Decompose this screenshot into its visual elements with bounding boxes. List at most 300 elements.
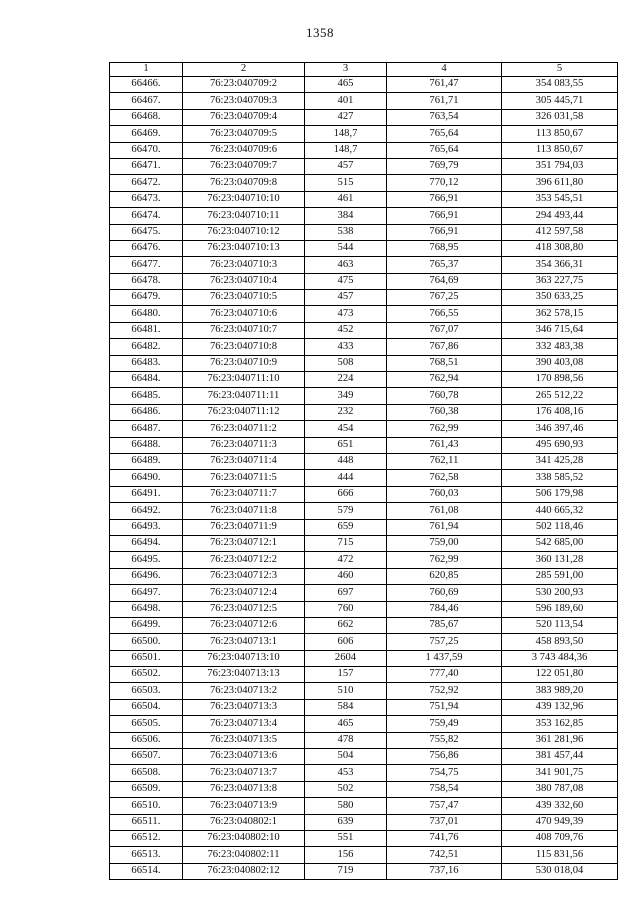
cadastral-value-cell: 440 665,32: [502, 503, 618, 519]
cadastral-value-cell: 351 794,03: [502, 158, 618, 174]
specific-value-cell: 766,91: [387, 191, 502, 207]
cadastral-value-cell: 122 051,80: [502, 667, 618, 683]
table-row: [110, 568, 618, 584]
specific-value-cell: 768,51: [387, 355, 502, 371]
area-cell: 465: [305, 716, 387, 732]
table-row: [110, 732, 618, 748]
area-cell: 475: [305, 273, 387, 289]
area-cell: 504: [305, 749, 387, 765]
cadastral-value-cell: 361 281,96: [502, 732, 618, 748]
row-number-cell: 66488.: [110, 437, 183, 453]
table-row: [110, 781, 618, 797]
row-number-cell: 66502.: [110, 667, 183, 683]
table-row: [110, 93, 618, 109]
cadastral-number-cell: 76:23:040709:7: [183, 158, 305, 174]
cadastral-value-cell: 353 545,51: [502, 191, 618, 207]
table-row: [110, 814, 618, 830]
cadastral-number-cell: 76:23:040710:7: [183, 322, 305, 338]
table-row: [110, 191, 618, 207]
table-row: [110, 290, 618, 306]
cadastral-number-cell: 76:23:040709:6: [183, 142, 305, 158]
cadastral-value-cell: 520 113,54: [502, 617, 618, 633]
cadastral-value-cell: 506 179,98: [502, 486, 618, 502]
cadastral-number-cell: 76:23:040711:9: [183, 519, 305, 535]
row-number-cell: 66480.: [110, 306, 183, 322]
specific-value-cell: 765,37: [387, 257, 502, 273]
area-cell: 2604: [305, 650, 387, 666]
table-row: [110, 650, 618, 666]
row-number-cell: 66496.: [110, 568, 183, 584]
row-number-cell: 66508.: [110, 765, 183, 781]
row-number-cell: 66504.: [110, 699, 183, 715]
cadastral-value-cell: 170 898,56: [502, 372, 618, 388]
table-row: [110, 257, 618, 273]
cadastral-number-cell: 76:23:040710:8: [183, 339, 305, 355]
row-number-cell: 66469.: [110, 126, 183, 142]
specific-value-cell: 762,94: [387, 372, 502, 388]
table-row: [110, 421, 618, 437]
cadastral-number-cell: 76:23:040710:10: [183, 191, 305, 207]
header-col-2: 2: [183, 63, 305, 77]
cadastral-number-cell: 76:23:040713:10: [183, 650, 305, 666]
row-number-cell: 66475.: [110, 224, 183, 240]
cadastral-value-cell: 396 611,80: [502, 175, 618, 191]
row-number-cell: 66493.: [110, 519, 183, 535]
row-number-cell: 66481.: [110, 322, 183, 338]
specific-value-cell: 762,11: [387, 453, 502, 469]
specific-value-cell: 765,64: [387, 142, 502, 158]
cadastral-number-cell: 76:23:040710:3: [183, 257, 305, 273]
table-row: [110, 798, 618, 814]
cadastral-value-cell: 408 709,76: [502, 830, 618, 846]
specific-value-cell: 763,54: [387, 109, 502, 125]
area-cell: 508: [305, 355, 387, 371]
cadastral-number-cell: 76:23:040713:4: [183, 716, 305, 732]
row-number-cell: 66511.: [110, 814, 183, 830]
area-cell: 760: [305, 601, 387, 617]
row-number-cell: 66497.: [110, 585, 183, 601]
cadastral-value-cell: 113 850,67: [502, 126, 618, 142]
cadastral-value-cell: 326 031,58: [502, 109, 618, 125]
header-col-5: 5: [502, 63, 618, 77]
cadastral-number-cell: 76:23:040713:5: [183, 732, 305, 748]
cadastral-number-cell: 76:23:040712:5: [183, 601, 305, 617]
specific-value-cell: 767,86: [387, 339, 502, 355]
specific-value-cell: 765,64: [387, 126, 502, 142]
table-row: [110, 322, 618, 338]
table-row: [110, 830, 618, 846]
cadastral-value-cell: 341 425,28: [502, 453, 618, 469]
area-cell: 538: [305, 224, 387, 240]
specific-value-cell: 742,51: [387, 847, 502, 863]
row-number-cell: 66500.: [110, 634, 183, 650]
specific-value-cell: 761,43: [387, 437, 502, 453]
cadastral-number-cell: 76:23:040802:1: [183, 814, 305, 830]
row-number-cell: 66484.: [110, 372, 183, 388]
table-row: [110, 634, 618, 650]
row-number-cell: 66514.: [110, 863, 183, 879]
cadastral-number-cell: 76:23:040713:2: [183, 683, 305, 699]
area-cell: 427: [305, 109, 387, 125]
cadastral-number-cell: 76:23:040711:8: [183, 503, 305, 519]
area-cell: 148,7: [305, 142, 387, 158]
specific-value-cell: 737,16: [387, 863, 502, 879]
cadastral-number-cell: 76:23:040712:2: [183, 552, 305, 568]
area-cell: 384: [305, 208, 387, 224]
header-row: [110, 63, 618, 77]
area-cell: 433: [305, 339, 387, 355]
area-cell: 452: [305, 322, 387, 338]
row-number-cell: 66466.: [110, 77, 183, 93]
row-number-cell: 66470.: [110, 142, 183, 158]
cadastral-value-cell: 380 787,08: [502, 781, 618, 797]
cadastral-value-cell: 341 901,75: [502, 765, 618, 781]
cadastral-number-cell: 76:23:040710:11: [183, 208, 305, 224]
area-cell: 460: [305, 568, 387, 584]
table-row: [110, 224, 618, 240]
table-row: [110, 863, 618, 879]
row-number-cell: 66487.: [110, 421, 183, 437]
cadastral-number-cell: 76:23:040713:1: [183, 634, 305, 650]
area-cell: 454: [305, 421, 387, 437]
table-row: [110, 716, 618, 732]
area-cell: 544: [305, 240, 387, 256]
cadastral-value-cell: 354 083,55: [502, 77, 618, 93]
table-row: [110, 240, 618, 256]
cadastral-value-cell: 346 397,46: [502, 421, 618, 437]
specific-value-cell: 761,08: [387, 503, 502, 519]
row-number-cell: 66503.: [110, 683, 183, 699]
cadastral-value-table: [109, 62, 618, 880]
specific-value-cell: 767,07: [387, 322, 502, 338]
row-number-cell: 66492.: [110, 503, 183, 519]
table-row: [110, 77, 618, 93]
cadastral-number-cell: 76:23:040709:4: [183, 109, 305, 125]
area-cell: 157: [305, 667, 387, 683]
area-cell: 719: [305, 863, 387, 879]
row-number-cell: 66478.: [110, 273, 183, 289]
cadastral-value-cell: 338 585,52: [502, 470, 618, 486]
area-cell: 639: [305, 814, 387, 830]
row-number-cell: 66506.: [110, 732, 183, 748]
table-row: [110, 355, 618, 371]
cadastral-value-cell: 285 591,00: [502, 568, 618, 584]
area-cell: 715: [305, 535, 387, 551]
row-number-cell: 66501.: [110, 650, 183, 666]
row-number-cell: 66476.: [110, 240, 183, 256]
cadastral-value-cell: 350 633,25: [502, 290, 618, 306]
page-number: 1358: [306, 25, 334, 40]
specific-value-cell: 757,47: [387, 798, 502, 814]
row-number-cell: 66491.: [110, 486, 183, 502]
cadastral-value-cell: 115 831,56: [502, 847, 618, 863]
cadastral-value-cell: 265 512,22: [502, 388, 618, 404]
specific-value-cell: 737,01: [387, 814, 502, 830]
cadastral-number-cell: 76:23:040802:12: [183, 863, 305, 879]
area-cell: 662: [305, 617, 387, 633]
area-cell: 580: [305, 798, 387, 814]
area-cell: 478: [305, 732, 387, 748]
row-number-cell: 66498.: [110, 601, 183, 617]
specific-value-cell: 777,40: [387, 667, 502, 683]
cadastral-number-cell: 76:23:040710:6: [183, 306, 305, 322]
cadastral-number-cell: 76:23:040712:4: [183, 585, 305, 601]
cadastral-number-cell: 76:23:040709:8: [183, 175, 305, 191]
table-row: [110, 535, 618, 551]
area-cell: 510: [305, 683, 387, 699]
table-row: [110, 699, 618, 715]
cadastral-value-cell: 362 578,15: [502, 306, 618, 322]
table-row: [110, 158, 618, 174]
cadastral-number-cell: 76:23:040710:5: [183, 290, 305, 306]
area-cell: 156: [305, 847, 387, 863]
specific-value-cell: 756,86: [387, 749, 502, 765]
row-number-cell: 66510.: [110, 798, 183, 814]
cadastral-number-cell: 76:23:040711:12: [183, 404, 305, 420]
row-number-cell: 66505.: [110, 716, 183, 732]
area-cell: 659: [305, 519, 387, 535]
row-number-cell: 66513.: [110, 847, 183, 863]
specific-value-cell: 754,75: [387, 765, 502, 781]
cadastral-number-cell: 76:23:040711:11: [183, 388, 305, 404]
cadastral-number-cell: 76:23:040709:2: [183, 77, 305, 93]
table-row: [110, 503, 618, 519]
area-cell: 579: [305, 503, 387, 519]
row-number-cell: 66485.: [110, 388, 183, 404]
cadastral-number-cell: 76:23:040713:13: [183, 667, 305, 683]
table-row: [110, 683, 618, 699]
row-number-cell: 66490.: [110, 470, 183, 486]
table-row: [110, 273, 618, 289]
specific-value-cell: 759,00: [387, 535, 502, 551]
table-body: [110, 77, 618, 880]
specific-value-cell: 762,99: [387, 552, 502, 568]
cadastral-value-cell: 383 989,20: [502, 683, 618, 699]
row-number-cell: 66473.: [110, 191, 183, 207]
specific-value-cell: 1 437,59: [387, 650, 502, 666]
cadastral-value-cell: 502 118,46: [502, 519, 618, 535]
specific-value-cell: 762,58: [387, 470, 502, 486]
area-cell: 472: [305, 552, 387, 568]
cadastral-number-cell: 76:23:040709:5: [183, 126, 305, 142]
cadastral-number-cell: 76:23:040712:3: [183, 568, 305, 584]
area-cell: 448: [305, 453, 387, 469]
cadastral-number-cell: 76:23:040802:11: [183, 847, 305, 863]
cadastral-value-cell: 3 743 484,36: [502, 650, 618, 666]
area-cell: 473: [305, 306, 387, 322]
specific-value-cell: 766,55: [387, 306, 502, 322]
table-row: [110, 749, 618, 765]
row-number-cell: 66477.: [110, 257, 183, 273]
cadastral-number-cell: 76:23:040710:9: [183, 355, 305, 371]
table-row: [110, 339, 618, 355]
area-cell: 232: [305, 404, 387, 420]
cadastral-value-cell: 305 445,71: [502, 93, 618, 109]
table-row: [110, 453, 618, 469]
table-row: [110, 437, 618, 453]
specific-value-cell: 758,54: [387, 781, 502, 797]
row-number-cell: 66479.: [110, 290, 183, 306]
table-row: [110, 552, 618, 568]
cadastral-value-cell: 381 457,44: [502, 749, 618, 765]
cadastral-value-cell: 439 332,60: [502, 798, 618, 814]
cadastral-value-cell: 354 366,31: [502, 257, 618, 273]
specific-value-cell: 785,67: [387, 617, 502, 633]
table-row: [110, 617, 618, 633]
cadastral-number-cell: 76:23:040713:3: [183, 699, 305, 715]
area-cell: 461: [305, 191, 387, 207]
cadastral-value-cell: 176 408,16: [502, 404, 618, 420]
specific-value-cell: 766,91: [387, 208, 502, 224]
area-cell: 463: [305, 257, 387, 273]
cadastral-number-cell: 76:23:040711:4: [183, 453, 305, 469]
cadastral-value-cell: 470 949,39: [502, 814, 618, 830]
specific-value-cell: 762,99: [387, 421, 502, 437]
table-row: [110, 404, 618, 420]
specific-value-cell: 752,92: [387, 683, 502, 699]
table-row: [110, 470, 618, 486]
table-row: [110, 847, 618, 863]
row-number-cell: 66471.: [110, 158, 183, 174]
cadastral-value-cell: 353 162,85: [502, 716, 618, 732]
area-cell: 465: [305, 77, 387, 93]
specific-value-cell: 768,95: [387, 240, 502, 256]
cadastral-value-cell: 439 132,96: [502, 699, 618, 715]
row-number-cell: 66512.: [110, 830, 183, 846]
specific-value-cell: 761,94: [387, 519, 502, 535]
specific-value-cell: 755,82: [387, 732, 502, 748]
specific-value-cell: 784,46: [387, 601, 502, 617]
cadastral-value-cell: 346 715,64: [502, 322, 618, 338]
cadastral-value-cell: 360 131,28: [502, 552, 618, 568]
cadastral-number-cell: 76:23:040710:12: [183, 224, 305, 240]
specific-value-cell: 761,47: [387, 77, 502, 93]
area-cell: 666: [305, 486, 387, 502]
table-row: [110, 765, 618, 781]
cadastral-number-cell: 76:23:040713:7: [183, 765, 305, 781]
table-row: [110, 372, 618, 388]
row-number-cell: 66474.: [110, 208, 183, 224]
header-col-4: 4: [387, 63, 502, 77]
row-number-cell: 66494.: [110, 535, 183, 551]
table-row: [110, 601, 618, 617]
area-cell: 453: [305, 765, 387, 781]
cadastral-value-cell: 596 189,60: [502, 601, 618, 617]
row-number-cell: 66467.: [110, 93, 183, 109]
area-cell: 515: [305, 175, 387, 191]
specific-value-cell: 751,94: [387, 699, 502, 715]
area-cell: 606: [305, 634, 387, 650]
cadastral-number-cell: 76:23:040710:4: [183, 273, 305, 289]
cadastral-value-cell: 418 308,80: [502, 240, 618, 256]
specific-value-cell: 620,85: [387, 568, 502, 584]
cadastral-number-cell: 76:23:040713:6: [183, 749, 305, 765]
cadastral-value-cell: 363 227,75: [502, 273, 618, 289]
table-row: [110, 208, 618, 224]
header-col-3: 3: [305, 63, 387, 77]
row-number-cell: 66489.: [110, 453, 183, 469]
specific-value-cell: 759,49: [387, 716, 502, 732]
table-header: [110, 63, 618, 77]
table-row: [110, 388, 618, 404]
area-cell: 444: [305, 470, 387, 486]
area-cell: 697: [305, 585, 387, 601]
table-row: [110, 142, 618, 158]
specific-value-cell: 757,25: [387, 634, 502, 650]
cadastral-value-cell: 113 850,67: [502, 142, 618, 158]
table-row: [110, 667, 618, 683]
area-cell: 457: [305, 158, 387, 174]
cadastral-number-cell: 76:23:040711:7: [183, 486, 305, 502]
cadastral-number-cell: 76:23:040713:9: [183, 798, 305, 814]
specific-value-cell: 766,91: [387, 224, 502, 240]
cadastral-value-cell: 332 483,38: [502, 339, 618, 355]
cadastral-value-cell: 495 690,93: [502, 437, 618, 453]
specific-value-cell: 769,79: [387, 158, 502, 174]
cadastral-value-cell: 294 493,44: [502, 208, 618, 224]
cadastral-number-cell: 76:23:040711:2: [183, 421, 305, 437]
cadastral-value-cell: 390 403,08: [502, 355, 618, 371]
specific-value-cell: 761,71: [387, 93, 502, 109]
area-cell: 457: [305, 290, 387, 306]
table-row: [110, 175, 618, 191]
row-number-cell: 66509.: [110, 781, 183, 797]
area-cell: 349: [305, 388, 387, 404]
cadastral-number-cell: 76:23:040710:13: [183, 240, 305, 256]
table-row: [110, 306, 618, 322]
row-number-cell: 66468.: [110, 109, 183, 125]
specific-value-cell: 760,03: [387, 486, 502, 502]
specific-value-cell: 760,69: [387, 585, 502, 601]
specific-value-cell: 741,76: [387, 830, 502, 846]
header-col-1: 1: [110, 63, 183, 77]
specific-value-cell: 760,78: [387, 388, 502, 404]
cadastral-number-cell: 76:23:040802:10: [183, 830, 305, 846]
table-row: [110, 109, 618, 125]
row-number-cell: 66499.: [110, 617, 183, 633]
area-cell: 584: [305, 699, 387, 715]
cadastral-number-cell: 76:23:040712:6: [183, 617, 305, 633]
area-cell: 224: [305, 372, 387, 388]
specific-value-cell: 760,38: [387, 404, 502, 420]
table-row: [110, 126, 618, 142]
cadastral-value-cell: 458 893,50: [502, 634, 618, 650]
row-number-cell: 66482.: [110, 339, 183, 355]
area-cell: 651: [305, 437, 387, 453]
row-number-cell: 66486.: [110, 404, 183, 420]
cadastral-value-cell: 542 685,00: [502, 535, 618, 551]
table-row: [110, 585, 618, 601]
area-cell: 148,7: [305, 126, 387, 142]
cadastral-number-cell: 76:23:040711:10: [183, 372, 305, 388]
row-number-cell: 66472.: [110, 175, 183, 191]
cadastral-number-cell: 76:23:040709:3: [183, 93, 305, 109]
table-row: [110, 486, 618, 502]
specific-value-cell: 767,25: [387, 290, 502, 306]
cadastral-value-cell: 530 200,93: [502, 585, 618, 601]
cadastral-value-cell: 412 597,58: [502, 224, 618, 240]
cadastral-number-cell: 76:23:040713:8: [183, 781, 305, 797]
area-cell: 401: [305, 93, 387, 109]
specific-value-cell: 770,12: [387, 175, 502, 191]
row-number-cell: 66495.: [110, 552, 183, 568]
specific-value-cell: 764,69: [387, 273, 502, 289]
area-cell: 502: [305, 781, 387, 797]
cadastral-value-cell: 530 018,04: [502, 863, 618, 879]
table-row: [110, 519, 618, 535]
row-number-cell: 66507.: [110, 749, 183, 765]
cadastral-number-cell: 76:23:040712:1: [183, 535, 305, 551]
